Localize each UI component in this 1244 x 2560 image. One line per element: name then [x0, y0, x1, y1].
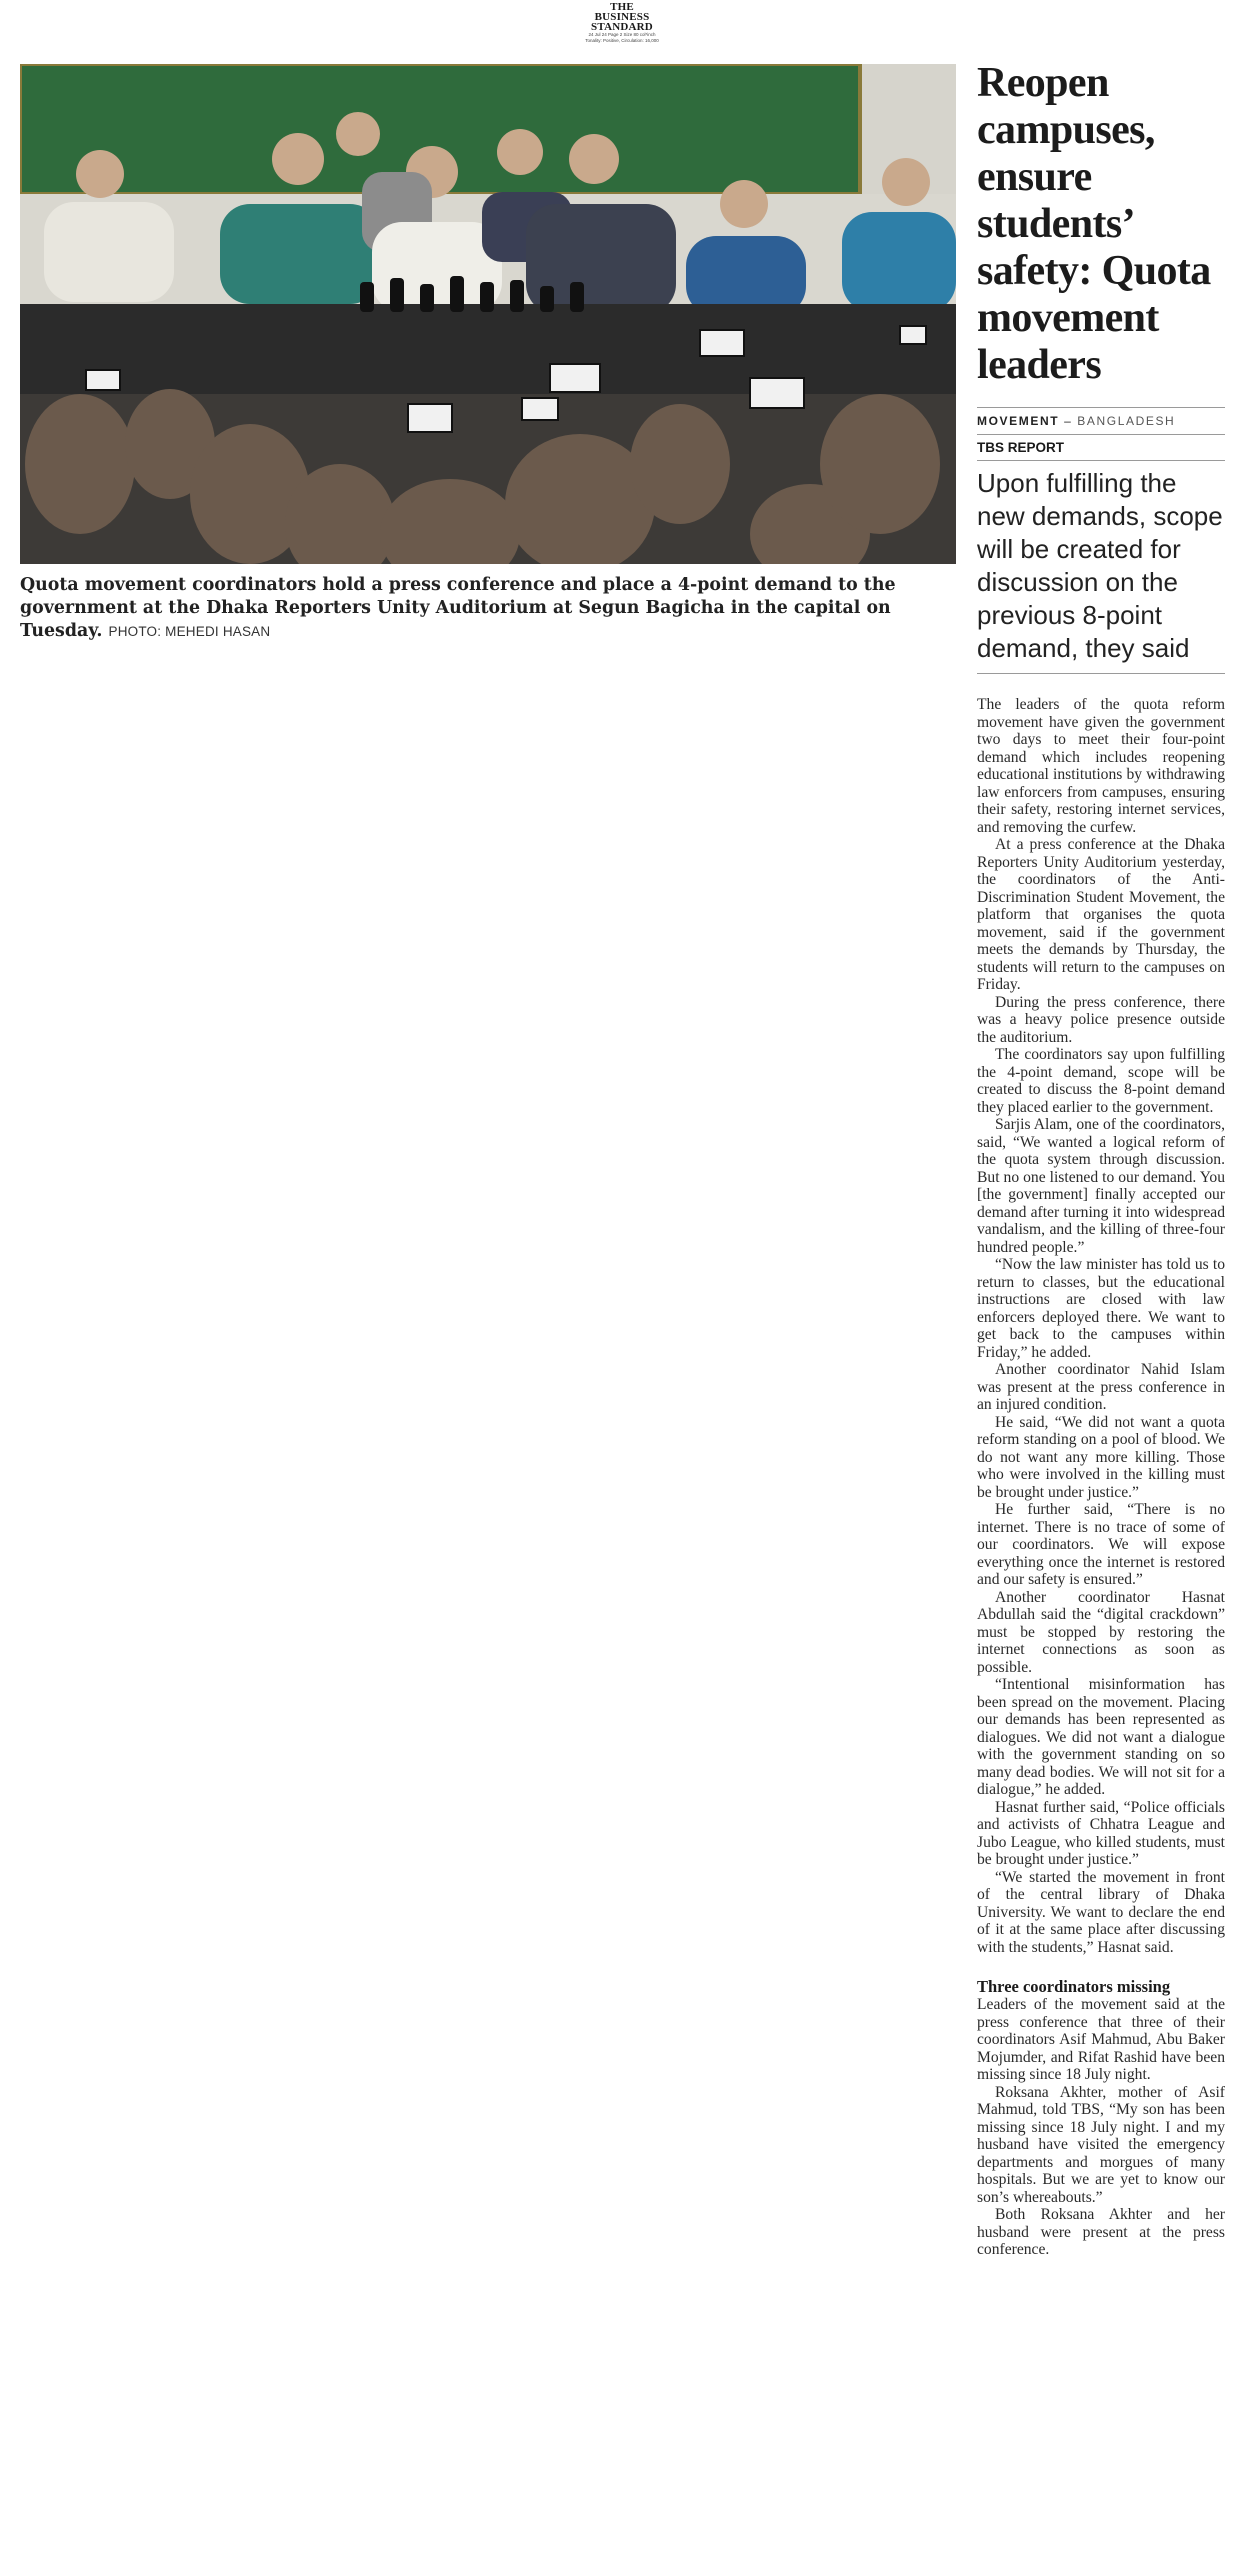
caption-text: Quota movement coordinators hold a press conference and place a 4-point demand to the government at the Dhaka Reporters Unity Auditorium at Segun Bagicha in the capital on Tuesday. — [20, 575, 896, 641]
press-conference-photo — [20, 64, 956, 564]
body-paragraph: During the press conference, there was a heavy police presence outside the auditorium. — [977, 993, 1225, 1046]
section-label: BANGLADESH — [1077, 414, 1176, 428]
body-paragraph: Another coordinator Hasnat Abdullah said the “digital crackdown” must be stopped by restoring the internet connections as soon as possible. — [977, 1588, 1225, 1676]
body-paragraph: “Intentional misinformation has been spread on the movement. Placing our demands has been represented as dialogues. We did not want a dialogue with the government standing on so many dead bodies. We will not sit for a dialogue,” he added. — [977, 1676, 1225, 1798]
deck-subheadline: Upon fulfilling the new demands, scope will be created for discussion on the previous 8-point demand, they said — [977, 468, 1223, 663]
masthead — [560, 2, 684, 44]
clipping-meta-circulation: Tonality: Positive, Circulation: 16,000 — [585, 38, 659, 43]
body-paragraph: The leaders of the quota reform movement have given the government two days to meet their four-point demand which includes reopening educational institutions by withdrawing law enforcers from campuses, ensuring their safety, restoring internet services, and removing the curfew. — [977, 696, 1225, 836]
body-paragraph: The coordinators say upon fulfilling the 4-point demand, scope will be created to discuss the 8-point demand they placed earlier to the government. — [977, 1046, 1225, 1116]
section-kicker — [977, 408, 1225, 434]
headline: Reopen campuses, ensure students’ safety: Quota movement leaders — [977, 60, 1211, 388]
body-paragraph: Sarjis Alam, one of the coordinators, said, “We wanted a logical reform of the quota system through discussion. But no one listened to our demand. You [the government] finally accepted our demand after turning it into widespread vandalism, and the killing of three-four hundred people.” — [977, 1116, 1225, 1256]
photo-caption — [20, 574, 960, 643]
publication-logo: THE BUSINESS STANDARD — [591, 1, 653, 33]
article-body — [977, 696, 1225, 2259]
body-paragraph: Leaders of the movement said at the press conference that three of their coordinators Asif Mahmud, Abu Baker Mojumder, and Rifat Rashid have been missing since 18 July night. — [977, 1996, 1225, 2083]
body-paragraph: At a press conference at the Dhaka Reporters Unity Auditorium yesterday, the coordinators of the Anti-Discrimination Student Movement, the platform that organises the quota movement, said if the government meets the demands by Thursday, the students will return to the campuses on Friday. — [977, 836, 1225, 993]
body-paragraph: Another coordinator Nahid Islam was present at the press conference in an injured condition. — [977, 1361, 1225, 1413]
photo-credit: PHOTO: MEHEDI HASAN — [108, 624, 271, 639]
clipping-meta-date: 24 Jul 24 Page 2 Size 80 col*inch — [588, 32, 656, 37]
body-paragraph: “Now the law minister has told us to return to classes, but the educational instructions are closed with law enforcers deployed there. We want to get back to the campuses within Friday,” he added. — [977, 1256, 1225, 1361]
article-column — [977, 60, 1225, 2259]
body-paragraph: Both Roksana Akhter and her husband were present at the press conference. — [977, 2206, 1225, 2258]
divider — [977, 673, 1225, 674]
body-paragraph: Roksana Akhter, mother of Asif Mahmud, told TBS, “My son has been missing since 18 July night. I and my husband have visited the emergency departments and morgues of many hospitals. But we are yet to know our son’s whereabouts.” — [977, 2083, 1225, 2206]
body-paragraph: He further said, “There is no internet. There is no trace of some of our coordinators. We will expose everything once the internet is restored and our safety is ensured.” — [977, 1501, 1225, 1588]
body-subhead: Three coordinators missing — [977, 1977, 1171, 1996]
body-paragraph: “We started the movement in front of the central library of Dhaka University. We want to declare the end of it at the same place after discussing with the students,” Hasnat said. — [977, 1868, 1225, 1956]
body-paragraph: He said, “We did not want a quota reform standing on a pool of blood. We do not want any more killing. Those who were involved in the killing must be brought under justice.” — [977, 1413, 1225, 1501]
body-paragraph: Hasnat further said, “Police officials and activists of Chhatra League and Jubo League, who killed students, must be brought under justice.” — [977, 1798, 1225, 1868]
kicker-label: MOVEMENT — [977, 414, 1060, 428]
kicker-separator: – — [1059, 414, 1078, 428]
byline: TBS REPORT — [977, 440, 1065, 455]
